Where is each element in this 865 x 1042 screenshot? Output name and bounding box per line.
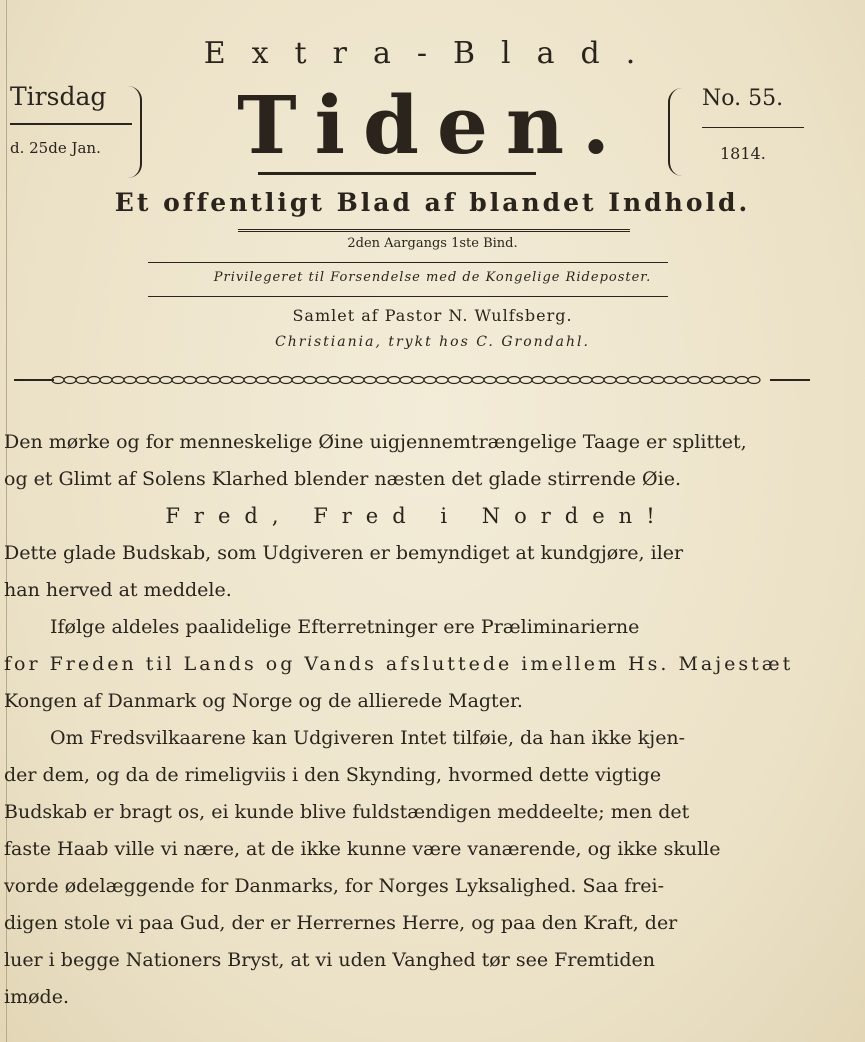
article-line: Den mørke og for menneskelige Øine uigjennemtrængelige Taage er splittet, xyxy=(4,431,747,453)
volume-line: 2den Aargangs 1ste Bind. xyxy=(347,236,518,251)
article-line: Dette glade Budskab, som Udgiveren er bemyndiget at kundgjøre, iler xyxy=(4,542,684,564)
article-line: han herved at meddele. xyxy=(4,579,232,601)
ornamental-divider xyxy=(14,375,810,385)
extra-blad-heading: Extra-Blad. xyxy=(203,36,662,71)
right-bracket xyxy=(668,88,682,176)
weekday: Tirsdag xyxy=(10,82,107,111)
privilege-rule xyxy=(148,296,668,297)
volume-rule xyxy=(148,262,668,263)
issue-rule xyxy=(702,127,804,128)
article-headline: Fred, Fred i Norden! xyxy=(165,504,669,528)
article-line: der dem, og da de rimeligviis i den Skynding, hvormed dette vigtige xyxy=(4,764,662,786)
issue-date: d. 25de Jan. xyxy=(10,139,101,157)
newspaper-subtitle: Et offentligt Blad af blandet Indhold. xyxy=(114,188,751,217)
article-line: luer i begge Nationers Bryst, at vi uden Vanghed tør see Fremtiden xyxy=(4,949,656,971)
article-line: digen stole vi paa Gud, der er Herrernes Herre, og paa den Kraft, der xyxy=(4,912,678,934)
article-line: Budskab er bragt os, ei kunde blive fuldstændigen meddeelte; men det xyxy=(4,801,690,823)
issue-box xyxy=(702,86,812,163)
article-line: Kongen af Danmark og Norge og de allierede Magter. xyxy=(4,690,523,712)
privilege-line: Privilegeret til Forsendelse med de Kongelige Rideposter. xyxy=(213,270,652,285)
article-line: imøde. xyxy=(4,986,69,1008)
article-line: og et Glimt af Solens Klarhed blender næsten det glade stirrende Øie. xyxy=(4,468,681,490)
issue-number: No. 55. xyxy=(702,86,784,111)
title-rule xyxy=(258,172,536,175)
article-line: Om Fredsvilkaarene kan Udgiveren Intet tilføie, da han ikke kjen- xyxy=(50,727,686,749)
printer-line: Christiania, trykt hos C. Grondahl. xyxy=(275,334,590,350)
subtitle-rule xyxy=(238,229,630,232)
article-line: faste Haab ville vi nære, at de ikke kunne være vanærende, og ikke skulle xyxy=(4,838,721,860)
editor-line: Samlet af Pastor N. Wulfsberg. xyxy=(292,306,573,325)
article-line: Ifølge aldeles paalidelige Efterretninger ere Præliminarierne xyxy=(50,616,640,638)
issue-year: 1814. xyxy=(720,144,766,163)
article-body xyxy=(4,424,830,1016)
article-line: vorde ødelæggende for Danmarks, for Norges Lyksalighed. Saa frei- xyxy=(4,875,665,897)
newspaper-title: Tiden. xyxy=(237,78,628,172)
article-line: for Freden til Lands og Vands afsluttede imellem Hs. Majestæt xyxy=(4,653,794,675)
